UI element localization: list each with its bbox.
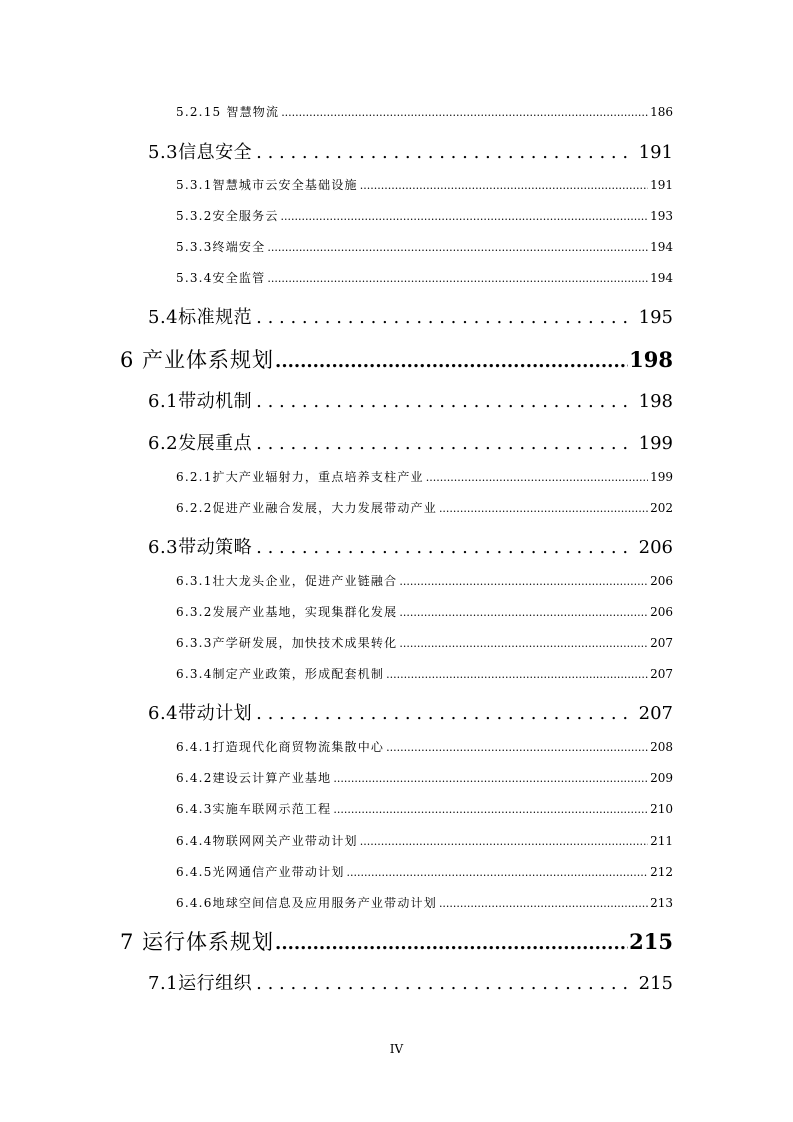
toc-entry-page: 215 [638,973,673,994]
toc-entry-title: 6.2.2促进产业融合发展，大力发展带动产业 [176,501,437,515]
dot-leader [256,973,629,994]
toc-entry-title: 5.3信息安全 [148,142,253,163]
dot-leader [360,835,648,848]
toc-entry[interactable] [176,665,673,682]
toc-entry-page: 207 [650,667,673,681]
toc-entry-page: 211 [650,834,673,848]
toc-entry-page: 207 [650,636,673,650]
toc-entry-page: 206 [638,537,673,558]
toc-entry-page: 193 [650,209,673,223]
toc-entry-title: 6.4带动计划 [148,703,253,724]
toc-entry-page: 195 [638,307,673,328]
toc-entry[interactable] [176,634,673,651]
toc-entry[interactable] [176,832,673,849]
toc-entry-page: 213 [650,896,673,910]
toc-entry[interactable] [176,499,673,516]
toc-entry[interactable] [148,387,673,413]
dot-leader [275,351,628,372]
toc-entry[interactable] [176,603,673,620]
dot-leader [360,179,648,192]
dot-leader [281,106,648,119]
toc-entry[interactable] [148,533,673,559]
toc-entry[interactable] [176,863,673,880]
toc-entry-title: 6.4.6地球空间信息及应用服务产业带动计划 [176,896,437,910]
toc-entry[interactable] [176,894,673,911]
dot-leader [386,741,648,754]
dot-leader [256,142,629,163]
dot-leader [267,241,648,254]
toc-entry-page: 210 [650,802,673,816]
dot-leader [256,537,629,558]
toc-entry-title: 6.3.3产学研发展，加快技术成果转化 [176,636,398,650]
dot-leader [399,637,648,650]
toc-entry-title: 7 运行体系规划 [120,930,275,954]
dot-leader [267,272,648,285]
toc-entry-page: 199 [650,470,673,484]
toc-entry-title: 6 产业体系规划 [120,348,275,372]
dot-leader [439,502,648,515]
toc-entry[interactable] [148,699,673,725]
toc-entry-page: 206 [650,605,673,619]
toc-entry-title: 6.3.2发展产业基地，实现集群化发展 [176,605,398,619]
toc-entry-page: 207 [638,703,673,724]
toc-entry-page: 212 [650,865,673,879]
toc-entry[interactable] [148,429,673,455]
toc-entry-title: 6.2.1扩大产业辐射力，重点培养支柱产业 [176,470,424,484]
toc-entry[interactable] [176,800,673,817]
footer-page-number: IV [389,1042,404,1056]
toc-entry-title: 6.4.4物联网网关产业带动计划 [176,834,358,848]
toc-entry[interactable] [176,238,673,255]
toc-entry-page: 186 [650,105,673,119]
dot-leader [256,433,629,454]
toc-entry-title: 5.3.2安全服务云 [176,209,279,223]
toc-entry-page: 198 [638,391,673,412]
toc-entry-page: 215 [629,929,673,954]
toc-entry[interactable] [120,926,673,956]
toc-entry-page: 191 [650,178,673,192]
toc-entry-title: 6.3.1壮大龙头企业，促进产业链融合 [176,574,398,588]
toc-entry[interactable] [148,303,673,329]
dot-leader [275,933,628,954]
toc-entry-title: 6.4.5光网通信产业带动计划 [176,865,345,879]
toc-entry-title: 6.2发展重点 [148,433,253,454]
dot-leader [333,803,648,816]
dot-leader [347,866,649,879]
toc-entry-title: 7.1运行组织 [148,973,253,994]
toc-entry-page: 194 [650,240,673,254]
toc-entry-page: 194 [650,271,673,285]
toc-entry-page: 199 [638,433,673,454]
dot-leader [399,575,648,588]
toc-entry[interactable] [176,176,673,193]
dot-leader [256,703,629,724]
toc-entry-title: 5.2.15 智慧物流 [176,105,280,119]
toc-entry[interactable] [176,468,673,485]
toc-entry-page: 191 [638,142,673,163]
toc-entry-page: 206 [650,574,673,588]
toc-entry-title: 6.4.3实施车联网示范工程 [176,802,332,816]
toc-entry[interactable] [176,572,673,589]
dot-leader [399,606,648,619]
toc-entry[interactable] [176,769,673,786]
toc-entry[interactable] [120,344,673,374]
toc-entry-page: 209 [650,771,673,785]
toc-entry-title: 6.4.2建设云计算产业基地 [176,771,332,785]
dot-leader [386,668,648,681]
toc-entry[interactable] [176,269,673,286]
toc-entry-title: 5.3.1智慧城市云安全基础设施 [176,178,358,192]
toc-entry-page: 208 [650,740,673,754]
dot-leader [426,471,648,484]
toc-entry[interactable] [148,969,673,995]
toc-entry-title: 5.3.4安全监管 [176,271,266,285]
toc-entry-title: 6.4.1打造现代化商贸物流集散中心 [176,740,385,754]
toc-entry-page: 198 [629,347,673,372]
toc-entry-title: 6.1带动机制 [148,391,253,412]
toc-entry[interactable] [176,738,673,755]
dot-leader [281,210,649,223]
toc-entry-page: 202 [650,501,673,515]
toc-entry[interactable] [176,103,673,120]
dot-leader [256,391,629,412]
toc-entry-title: 6.3带动策略 [148,537,253,558]
dot-leader [439,897,648,910]
toc-entry-title: 5.3.3终端安全 [176,240,266,254]
toc-entry-title: 5.4标准规范 [148,307,253,328]
dot-leader [256,307,629,328]
toc-entry[interactable] [176,207,673,224]
toc-entry[interactable] [148,138,673,164]
dot-leader [333,772,648,785]
toc-entry-title: 6.3.4制定产业政策，形成配套机制 [176,667,385,681]
